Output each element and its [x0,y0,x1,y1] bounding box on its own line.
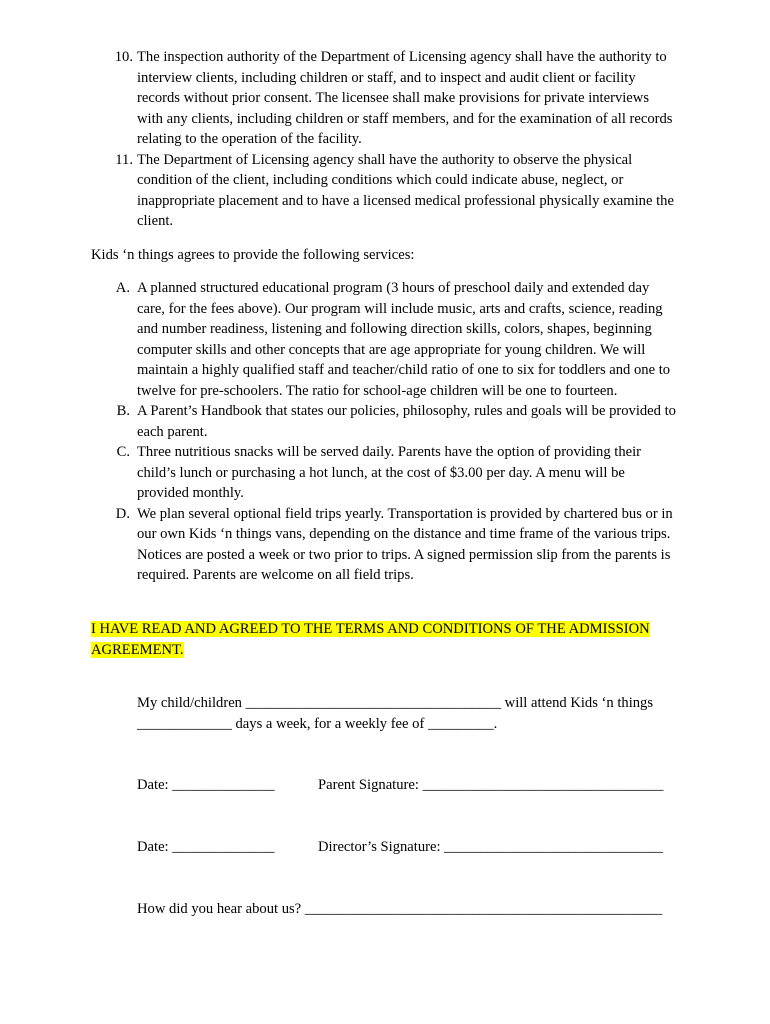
services-list [0,278,770,586]
service-item-b [0,401,676,442]
service-text: We plan several optional field trips yearly. Transportation is provided by chartered bus or in our own Kids ‘n things vans, depending on the distance and time frame of the various trips. Notices are posted a week or two prior to trips. A signed permission slip from the parents is required. Parents are welcome on all field trips. [137,505,673,583]
list-marker: 11. [115,151,133,168]
service-item-c [0,442,676,504]
list-marker: B. [116,403,130,419]
list-marker: C. [116,444,130,460]
list-marker: D. [115,505,130,522]
list-item-11 [0,150,676,232]
date-field-1[interactable]: Date: ______________ [137,777,275,793]
services-intro: Kids ‘n things agrees to provide the following services: [91,247,415,263]
service-text: A planned structured educational program (3 hours of preschool daily and extended day care, for the fees above). Our program will include music, arts and crafts, science, reading and number readiness, listening and following direction skills, colors, shapes, beginning computer skills and other concepts that are age appropriate for young children. We will maintain a highly qualified staff and teacher/child ratio of one to six for toddlers and one to twelve for pre-schoolers. The ratio for school-age children will be one to fourteen. [137,280,671,399]
date-field-2[interactable]: Date: ______________ [137,839,275,855]
days-fee-field[interactable]: _____________ days a week, for a weekly fee of _________. [137,716,498,732]
child-attendance-field[interactable]: My child/children ___________________________________ will attend Kids ‘n things [137,695,654,711]
list-marker: A. [115,280,130,296]
director-signature-field[interactable]: Director’s Signature: ______________________________ [318,839,664,855]
service-text: Three nutritious snacks will be served daily. Parents have the option of providing their child’s lunch or purchasing a hot lunch, at the cost of $3.00 per day. A menu will be provided monthly. [137,444,642,501]
agreement-notice-text: I HAVE READ AND AGREED TO THE TERMS AND CONDITIONS OF THE ADMISSION AGREEMENT. [91,621,650,658]
numbered-list [0,47,770,232]
service-item-d [0,504,676,586]
service-item-a [0,278,676,401]
service-text: A Parent’s Handbook that states our policies, philosophy, rules and goals will be provided to each parent. [137,403,676,440]
agreement-notice [91,619,691,660]
referral-field[interactable]: How did you hear about us? _________________________________________________ [137,901,663,917]
list-marker: 10. [114,49,133,65]
list-item-text: The inspection authority of the Department of Licensing agency shall have the authority to interview clients, including children or staff, and to inspect and audit client or facility records without prior consent. The licensee shall make provisions for private interviews with any clients, including children or staff members, and for the examination of all records relating to the operation of the facility. [137,49,673,147]
parent-signature-field[interactable]: Parent Signature: _________________________________ [318,777,664,793]
list-item-text: The Department of Licensing agency shall have the authority to observe the physical condition of the client, including conditions which could indicate abuse, neglect, or inappropriate placement and to have a licensed medical professional physically examine the client. [137,151,674,229]
list-item-10 [0,47,676,150]
